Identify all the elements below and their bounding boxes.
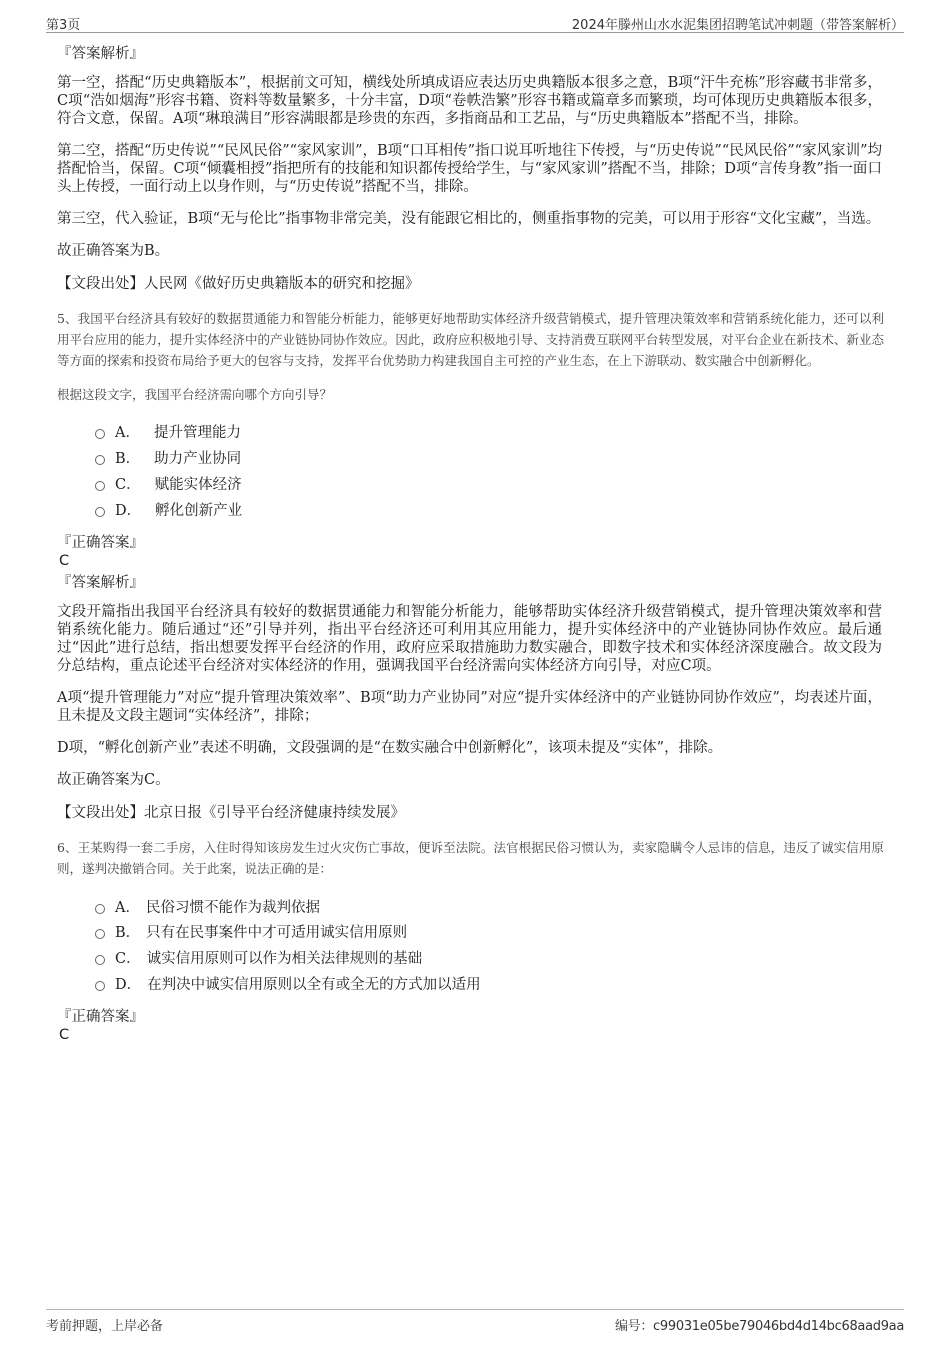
analysis-label: 『答案解析』	[57, 46, 144, 62]
radio-button[interactable]	[95, 981, 105, 991]
document-title: 2024年滕州山水水泥集团招聘笔试冲刺题（带答案解析）	[571, 18, 904, 33]
page-content	[57, 44, 890, 1047]
radio-button[interactable]	[95, 455, 105, 465]
correct-answer-label: 『正确答案』	[57, 1009, 144, 1026]
analysis-paragraph: 第二空，搭配“历史传说”“民风民俗”“家风家训”，B项“口耳相传”指口说耳听地往下传授，与“历史传说”“民风民俗”“家风家训”均搭配恰当，保留。C项“倾囊相授”指把所有的技能和知识都传授给学生，与“家风家训”搭配不当，排除；D项“言传身教”指一面口头上传授，一面行动上以身作则，与“历史传说”搭配不当，排除。	[57, 143, 882, 195]
source-citation: 【文段出处】北京日报《引导平台经济健康持续发展》	[57, 805, 405, 822]
correct-answer-value: C	[59, 1027, 70, 1044]
footer-slogan: 考前押题，上岸必备	[46, 1319, 164, 1334]
correct-answer-label: 『正确答案』	[57, 535, 144, 552]
page-header	[46, 10, 904, 33]
option-letter: B．	[115, 925, 141, 942]
analysis-paragraph: 第三空，代入验证，B项“无与伦比”指事物非常完美，没有能跟它相比的，侧重指事物的完美，可以用于形容“文化宝藏”，当选。	[57, 211, 881, 227]
question-5-text: 5、我国平台经济具有较好的数据贯通能力和智能分析能力，能够更好地帮助实体经济升级营销模式，提升管理决策效率和营销系统化能力，还可以利用平台应用的能力，提升实体经济中的产业链协同协作效应。因此，政府应积极地引导、支持消费互联网平台转型发展，对平台企业在新技术、新业态等方面的探索和投资布局给予更大的包容与支持，发挥平台优势助力构建我国自主可控的产业生态，在上下游联动、数实融合中创新孵化。	[57, 311, 884, 368]
question-6-options	[95, 893, 890, 996]
page-footer	[46, 1309, 904, 1338]
option-a[interactable]	[95, 893, 890, 919]
option-c[interactable]	[95, 471, 890, 497]
analysis-paragraph: 文段开篇指出我国平台经济具有较好的数据贯通能力和智能分析能力，能够帮助实体经济升级营销模式，提升管理决策效率和营销系统化能力。随后通过“还”引导并列，指出平台经济还可利用其应用能力，提升实体经济中的产业链协同协作效应。最后通过“因此”进行总结，指出想要发挥平台经济的作用，政府应采取措施助力数实融合，即数字技术和实体经济深度融合。故文段为分总结构，重点论述平台经济对实体经济的作用，强调我国平台经济需向实体经济方向引导，对应C项。	[57, 604, 882, 675]
option-text: 赋能实体经济	[154, 476, 242, 493]
radio-button[interactable]	[95, 904, 105, 914]
source-citation: 【文段出处】人民网《做好历史典籍版本的研究和挖掘》	[57, 276, 420, 292]
option-b[interactable]	[95, 919, 890, 945]
analysis-paragraph: A项“提升管理能力”对应“提升管理决策效率”、B项“助力产业协同”对应“提升实体经济中的产业链协同协作效应”，均表述片面，且未提及文段主题词“实体经济”，排除；	[57, 690, 882, 725]
analysis-paragraph: D项，“孵化创新产业”表述不明确，文段强调的是“在数实融合中创新孵化”，该项未提及“实体”，排除。	[57, 740, 723, 757]
radio-button[interactable]	[95, 955, 105, 965]
radio-button[interactable]	[95, 481, 105, 491]
page-number: 第3页	[46, 18, 81, 33]
analysis-paragraph: 第一空，搭配“历史典籍版本”，根据前文可知，横线处所填成语应表达历史典籍版本很多之意，B项“汗牛充栋”形容藏书非常多，C项“浩如烟海”形容书籍、资料等数量繁多，十分丰富，D项“卷帙浩繁”形容书籍或篇章多而繁琐，均可体现历史典籍版本很多，符合文意，保留。A项“琳琅满目”形容满眼都是珍贵的东西，多指商品和工艺品，与“历史典籍版本”搭配不当，排除。	[57, 75, 882, 127]
radio-button[interactable]	[95, 929, 105, 939]
question-5-options	[95, 419, 890, 522]
analysis-label: 『答案解析』	[57, 575, 144, 592]
option-text: 在判决中诚实信用原则以全有或全无的方式加以适用	[147, 976, 481, 993]
option-text: 孵化创新产业	[155, 502, 243, 519]
question-6-text: 6、王某购得一套二手房，入住时得知该房发生过火灾伤亡事故，便诉至法院。法官根据民俗习惯认为，卖家隐瞒令人忌讳的信息，违反了诚实信用原则，遂判决撤销合同。关于此案，说法正确的是：	[57, 840, 884, 877]
option-letter: D．	[115, 502, 142, 519]
option-text: 诚实信用原则可以作为相关法律规则的基础	[146, 951, 423, 968]
radio-button[interactable]	[95, 429, 105, 439]
option-letter: C．	[115, 951, 141, 968]
radio-button[interactable]	[95, 507, 105, 517]
option-text: 提升管理能力	[153, 425, 241, 442]
option-letter: C．	[115, 476, 141, 493]
option-text: 民俗习惯不能作为裁判依据	[145, 899, 320, 916]
analysis-conclusion: 故正确答案为C。	[57, 772, 170, 789]
document-code: 编号：c99031e05be79046bd4d14bc68aad9aa	[614, 1319, 904, 1334]
option-c[interactable]	[95, 945, 890, 971]
option-letter: A．	[115, 899, 140, 916]
option-text: 助力产业协同	[154, 451, 242, 468]
option-d[interactable]	[95, 496, 890, 522]
analysis-conclusion: 故正确答案为B。	[57, 243, 170, 259]
option-d[interactable]	[95, 971, 890, 997]
correct-answer-value: C	[59, 553, 70, 570]
option-letter: A．	[115, 425, 140, 442]
option-b[interactable]	[95, 445, 890, 471]
option-letter: D．	[115, 976, 142, 993]
question-5-prompt: 根据这段文字，我国平台经济需向哪个方向引导？	[57, 387, 333, 402]
option-a[interactable]	[95, 419, 890, 445]
option-letter: B．	[115, 451, 141, 468]
option-text: 只有在民事案件中才可适用诚实信用原则	[146, 925, 408, 942]
